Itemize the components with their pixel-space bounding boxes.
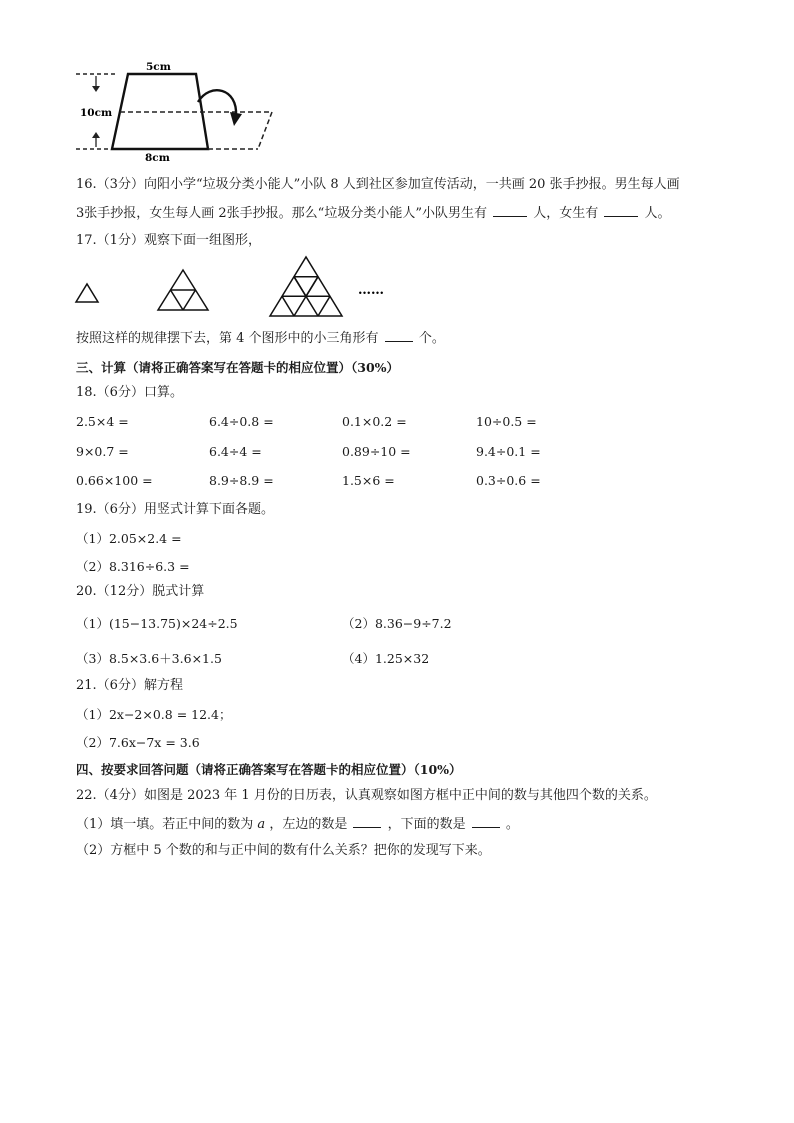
q22-below-blank[interactable] bbox=[472, 816, 500, 828]
q17-title: 17.（1分）观察下面一组图形， bbox=[76, 233, 261, 248]
q18-r1c2: 6.4÷0.8 = bbox=[209, 414, 274, 429]
q18-r1c3: 0.1×0.2 = bbox=[342, 414, 407, 429]
q19-title: 19.（6分）用竖式计算下面各题。 bbox=[76, 502, 274, 517]
q19-item1: （1）2.05×2.4 = bbox=[76, 531, 182, 546]
q20-item1: （1）(15−13.75)×24÷2.5 bbox=[76, 616, 238, 631]
q20-item3: （3）8.5×3.6＋3.6×1.5 bbox=[76, 651, 222, 666]
q21-title: 21.（6分）解方程 bbox=[76, 678, 183, 693]
q18-r1c1: 2.5×4 = bbox=[76, 414, 129, 429]
q18-r2c2: 6.4÷4 = bbox=[209, 444, 262, 459]
q21-item1: （1）2x−2×0.8 = 12.4； bbox=[76, 707, 232, 722]
q22-title: 22.（4分）如图是 2023 年 1 月份的日历表，认真观察如图方框中正中间的数与其他四个数的关系。 bbox=[76, 788, 657, 803]
q18-r3c4: 0.3÷0.6 = bbox=[476, 473, 541, 488]
q18-r2c4: 9.4÷0.1 = bbox=[476, 444, 541, 459]
height-arrowhead-top bbox=[92, 86, 100, 92]
q18-r3c1: 0.66×100 = bbox=[76, 473, 153, 488]
q22-item1 bbox=[76, 816, 519, 833]
section4-heading: 四、按要求回答问题（请将正确答案写在答题卡的相应位置）（10%） bbox=[76, 762, 462, 777]
q22-item1-text-d: 。 bbox=[505, 817, 519, 832]
trapezoid-figure bbox=[70, 58, 280, 162]
q17-answer-line bbox=[76, 330, 445, 347]
q22-item2: （2）方框中 5 个数的和与正中间的数有什么关系？把你的发现写下来。 bbox=[76, 843, 491, 858]
q22-item1-text-c: ，下面的数是 bbox=[387, 817, 466, 832]
q17-text-a: 按照这样的规律摆下去，第 4 个图形中的小三角形有 bbox=[76, 331, 379, 346]
q22-left-blank[interactable] bbox=[353, 816, 381, 828]
q18-r2c1: 9×0.7 = bbox=[76, 444, 129, 459]
q18-r3c3: 1.5×6 = bbox=[342, 473, 395, 488]
height-arrowhead-bottom bbox=[92, 132, 100, 138]
q16-boys-blank[interactable] bbox=[493, 205, 527, 217]
pattern-ellipsis: …… bbox=[358, 283, 384, 298]
q16-text-a: 3张手抄报，女生每人画 2张手抄报。那么“垃圾分类小能人”小队男生有 bbox=[76, 206, 487, 221]
q17-answer-blank[interactable] bbox=[385, 330, 413, 342]
q18-title: 18.（6分）口算。 bbox=[76, 385, 183, 400]
q18-r2c3: 0.89÷10 = bbox=[342, 444, 411, 459]
rotated-side-dashed bbox=[258, 112, 272, 149]
q17-text-b: 个。 bbox=[418, 331, 445, 346]
triangle-figure-3 bbox=[270, 257, 342, 316]
q22-variable-a: a bbox=[257, 817, 266, 832]
triangle-pattern bbox=[70, 252, 400, 324]
q16-girls-blank[interactable] bbox=[604, 205, 638, 217]
q16-text-b: 人，女生有 bbox=[533, 206, 599, 221]
q16-line2 bbox=[76, 205, 671, 222]
q20-item4: （4）1.25×32 bbox=[342, 651, 430, 666]
q21-item2: （2）7.6x−7x = 3.6 bbox=[76, 735, 200, 750]
height-label: 10cm bbox=[80, 107, 113, 119]
q22-item1-text-b: ，左边的数是 bbox=[269, 817, 348, 832]
q20-item2: （2）8.36−9÷7.2 bbox=[342, 616, 452, 631]
q16-line1: 16.（3分）向阳小学“垃圾分类小能人”小队 8 人到社区参加宣传活动，一共画 20 张手抄报。男生每人画 bbox=[76, 177, 680, 192]
bottom-label: 8cm bbox=[145, 152, 170, 162]
top-label: 5cm bbox=[146, 61, 171, 73]
q18-r1c4: 10÷0.5 = bbox=[476, 414, 537, 429]
section3-heading: 三、计算（请将正确答案写在答题卡的相应位置）（30%） bbox=[76, 360, 400, 375]
q20-title: 20.（12分）脱式计算 bbox=[76, 584, 205, 599]
q18-r3c2: 8.9÷8.9 = bbox=[209, 473, 274, 488]
q22-item1-text-a: （1）填一填。若正中间的数为 bbox=[76, 817, 254, 832]
q19-item2: （2）8.316÷6.3 = bbox=[76, 559, 190, 574]
triangle-figure-1 bbox=[76, 284, 98, 302]
q16-text-c: 人。 bbox=[644, 206, 671, 221]
rotation-arrowhead bbox=[230, 112, 242, 126]
triangle-figure-2 bbox=[158, 270, 208, 310]
